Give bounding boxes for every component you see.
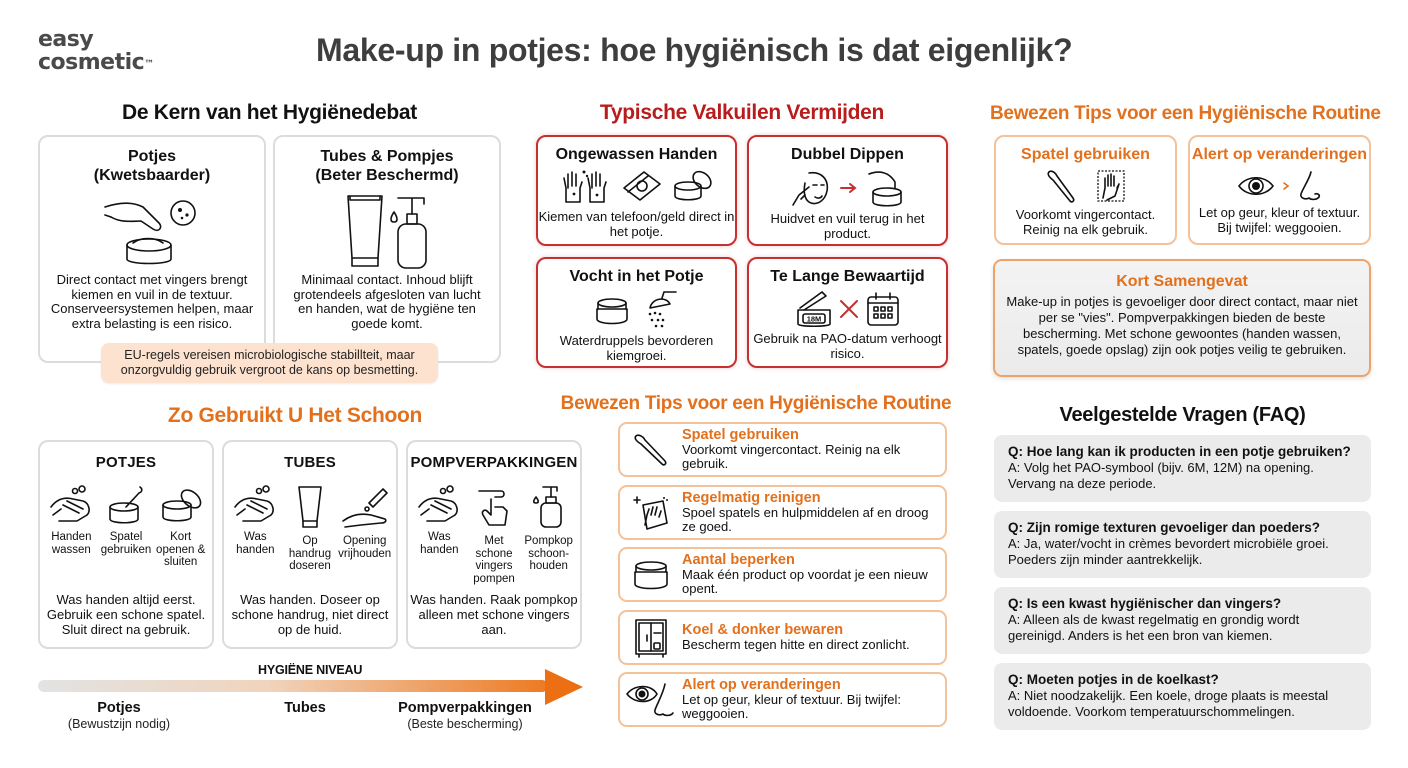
calendar-icon — [866, 291, 900, 327]
arrow-head-icon — [545, 669, 583, 705]
faq-question: Q: Zijn romige texturen gevoeliger dan poeders? — [1008, 520, 1321, 535]
faq-item[interactable] — [994, 663, 1371, 730]
card-title: Vocht in het Potje — [569, 268, 704, 285]
open-jar-icon — [159, 485, 203, 525]
hand-wipe-icon — [1095, 168, 1127, 204]
usage-card-potjes — [38, 440, 214, 649]
kern-section-title: De Kern van het Hygiënedebat — [121, 101, 417, 124]
step-pump-clean — [521, 485, 576, 585]
card-text: Was handen. Raak pompkop alleen met schone vingers aan. — [410, 592, 578, 637]
card-text: Was handen. Doseer op schone handrug, niet direct op de huid. — [231, 592, 389, 637]
tip-title: Regelmatig reinigen — [682, 489, 821, 506]
spatula-in-jar-icon — [106, 485, 146, 525]
card-title: TUBES — [284, 454, 336, 471]
card-title-line1: Potjes — [127, 148, 176, 165]
step-spatula — [99, 485, 154, 569]
tip-title: Koel & donker bewaren — [682, 621, 844, 638]
card-text: Minimaal contact. Inhoud blijft grotendeels afgesloten van lucht en handen, wat de hygiëne ten goede komt. — [293, 272, 481, 331]
scale-level-pompverpakkingen — [390, 700, 540, 731]
faq-answer: A: Niet noodzakelijk. Een koele, droge plaats is meestal voldoende. Voorkom temperatuurschommelingen. — [1008, 688, 1329, 719]
kern-card-potjes — [38, 135, 266, 363]
tips-top-section-title: Bewezen Tips voor een Hygiënische Routine — [990, 103, 1381, 124]
step-label: Spatel gebruiken — [100, 531, 152, 556]
tips-list-section-title: Bewezen Tips voor een Hygiënische Routine — [560, 393, 952, 414]
jar-icon — [632, 558, 670, 592]
step-label: Op handrug doseren — [288, 535, 332, 572]
card-title: POMPVERPAKKINGEN — [410, 454, 578, 471]
pump-bottle-icon — [531, 485, 567, 529]
hand-washing-icon — [233, 485, 277, 525]
faq-item[interactable] — [994, 435, 1371, 502]
step-label: Kort openen & sluiten — [156, 531, 206, 568]
pitfall-card-expiry — [747, 257, 948, 368]
card-text: Kiemen van telefoon/geld direct in het potje. — [538, 209, 735, 239]
kern-card-tubes-pompjes — [273, 135, 501, 363]
card-text: Was handen altijd eerst. Gebruik een schone spatel. Sluit direct na gebruik. — [46, 592, 206, 637]
card-text-line2: Reinig na elk gebruik. — [1022, 221, 1149, 237]
dirty-hands-icon — [562, 168, 612, 204]
step-label: Pompkop schoon-houden — [524, 535, 573, 572]
money-icon — [620, 168, 664, 204]
shower-icon — [640, 290, 680, 330]
tip-card-spatula — [994, 135, 1177, 245]
faq-answer: A: Alleen als de kwast regelmatig en grondig wordt gereinigd. Anders is het een bron van kiemen. — [1008, 612, 1300, 643]
card-title: Dubbel Dippen — [791, 146, 904, 163]
card-text-line1: Voorkomt vingercontact. — [1015, 207, 1156, 222]
card-title: Spatel gebruiken — [1021, 146, 1150, 163]
chevron-right-icon — [1281, 181, 1291, 191]
step-open-close — [153, 485, 208, 569]
faq-item[interactable] — [994, 511, 1371, 578]
tip-title: Aantal beperken — [682, 551, 795, 568]
tip-card-alert — [1188, 135, 1371, 245]
card-title-line1: Tubes & Pompjes — [320, 148, 454, 165]
finger-press-icon — [475, 485, 513, 529]
card-title: Alert op veranderingen — [1191, 146, 1368, 163]
pao-jar-icon — [796, 290, 832, 328]
usage-card-tubes — [222, 440, 398, 649]
step-keep-clear — [337, 485, 392, 573]
hygiene-scale-label: HYGIËNE NIVEAU — [258, 663, 363, 677]
tip-text: Spoel spatels en hulpmiddelen af en droog ze goed. — [682, 504, 929, 534]
step-label: Was handen — [420, 531, 459, 556]
summary-text: Make-up in potjes is gevoeliger door direct contact, maar niet per se "vies". Pompverpakkingen bieden de beste bescherming. Met schone gewoontes (handen wassen, spatels, goede opslag) zijn ook potjes veilig te gebruiken. — [1006, 294, 1358, 357]
card-text: Waterdruppels bevorderen kiemgroei. — [559, 333, 714, 363]
card-text-line2: Bij twijfel: weggooien. — [1217, 219, 1342, 235]
faq-question: Q: Hoe lang kan ik producten in een potje gebruiken? — [1008, 444, 1351, 459]
hand-washing-icon — [417, 485, 461, 525]
page-title: Make-up in potjes: hoe hygiënisch is dat eigenlijk? — [316, 32, 1073, 68]
level-sub: (Bewustzijn nodig) — [67, 717, 171, 731]
summary-title: Kort Samengevat — [1116, 273, 1248, 290]
faq-answer: A: Ja, water/vocht in crèmes bevordert microbiële groei. Poeders zijn minder aantrekkelijk. — [1008, 536, 1329, 567]
summary-box — [993, 259, 1371, 377]
level-name: Tubes — [284, 700, 326, 716]
tip-text: Voorkomt vingercontact. Reinig na elk gebruik. — [682, 441, 901, 471]
eu-regulation-note: EU-regels vereisen microbiologische stabillteit, maar onzorgvuldig gebruik vergroot de kans op besmetting. — [101, 343, 438, 383]
pao-label: 18M — [806, 314, 821, 324]
tip-row-alert — [618, 672, 947, 727]
card-text-line1: Let op geur, kleur of textuur. — [1198, 205, 1361, 220]
faq-question: Q: Moeten potjes in de koelkast? — [1008, 672, 1219, 687]
tube-and-pump-bottle-icon — [275, 191, 499, 271]
tip-text: Let op geur, kleur of textuur. Bij twijfel: weggooien. — [682, 691, 901, 721]
faq-question: Q: Is een kwast hygiënischer dan vingers? — [1008, 596, 1282, 611]
faq-section-title: Veelgestelde Vragen (FAQ) — [1059, 404, 1306, 426]
nose-icon — [1297, 170, 1323, 202]
pitfall-card-double-dipping — [747, 135, 948, 246]
tube-icon — [295, 485, 325, 529]
tip-title: Alert op veranderingen — [682, 676, 841, 693]
open-jar-icon — [672, 168, 712, 204]
spatula-icon — [1045, 168, 1077, 204]
hygiene-scale-bar — [38, 680, 548, 692]
tip-row-cool-dark — [618, 610, 947, 665]
step-clean-fingers — [467, 485, 522, 585]
card-title-line2: (Beter Beschermd) — [315, 167, 459, 184]
card-title: Te Lange Bewaartijd — [770, 268, 925, 285]
valkuilen-section-title: Typische Valkuilen Vermijden — [599, 101, 885, 124]
face-touch-icon — [791, 169, 833, 207]
tip-row-cleaning — [618, 485, 947, 540]
tip-text: Maak één product op voordat je een nieuw opent. — [682, 566, 928, 596]
tip-row-limit — [618, 547, 947, 602]
card-title-line2: (Kwetsbaarder) — [93, 167, 211, 184]
scale-level-potjes — [56, 700, 182, 731]
card-title: Ongewassen Handen — [555, 146, 718, 163]
tip-text: Bescherm tegen hitte en direct zonlicht. — [682, 636, 910, 652]
schoon-section-title: Zo Gebruikt U Het Schoon — [167, 404, 423, 427]
card-title: POTJES — [95, 454, 157, 471]
scale-level-tubes — [260, 700, 350, 717]
step-wash-hands — [228, 485, 283, 573]
level-name: Pompverpakkingen — [398, 700, 532, 716]
arrow-right-icon — [839, 181, 859, 195]
finger-in-jar-icon — [865, 168, 905, 208]
step-label: Opening vrijhouden — [338, 535, 392, 560]
cross-icon — [838, 298, 860, 320]
faq-answer: A: Volg het PAO-symbool (bijv. 6M, 12M) na opening. Vervang na deze periode. — [1008, 460, 1314, 491]
usage-card-pompverpakkingen — [406, 440, 582, 649]
card-text: Huidvet en vuil terug in het product. — [770, 211, 925, 241]
pitfall-card-moisture — [536, 257, 737, 368]
cleaning-cloth-icon — [631, 493, 671, 533]
cabinet-icon — [633, 617, 669, 659]
spatula-icon — [632, 432, 670, 468]
eye-icon — [1237, 173, 1275, 199]
hand-dipping-jar-with-germs-icon — [40, 191, 264, 271]
step-label: Was handen — [236, 531, 275, 556]
step-dose-hand — [283, 485, 338, 573]
step-label: Met schone vingers pompen — [473, 535, 515, 585]
step-wash-hands — [44, 485, 99, 569]
step-wash-hands — [412, 485, 467, 585]
step-label: Handen wassen — [51, 531, 92, 556]
level-sub: (Beste bescherming) — [407, 717, 523, 731]
tip-title: Spatel gebruiken — [682, 426, 799, 443]
pitfall-card-unwashed-hands — [536, 135, 737, 246]
tip-row-spatula — [618, 422, 947, 477]
faq-item[interactable] — [994, 587, 1371, 654]
logo-line-2: cosmetic — [38, 50, 145, 75]
tube-on-hand-icon — [341, 485, 389, 529]
logo-line-1: easy — [38, 27, 94, 52]
jar-icon — [594, 293, 630, 327]
level-name: Potjes — [97, 700, 141, 716]
hand-washing-icon — [49, 485, 93, 525]
trademark: ™ — [144, 59, 154, 70]
card-text: Gebruik na PAO-datum verhoogt risico. — [753, 331, 942, 361]
card-text: Direct contact met vingers brengt kiemen en vuil in de textuur. Conserveersystemen helpen, maar extra belasting is een risico. — [50, 272, 254, 331]
brand-logo — [38, 28, 154, 74]
eye-nose-icon — [625, 680, 677, 720]
